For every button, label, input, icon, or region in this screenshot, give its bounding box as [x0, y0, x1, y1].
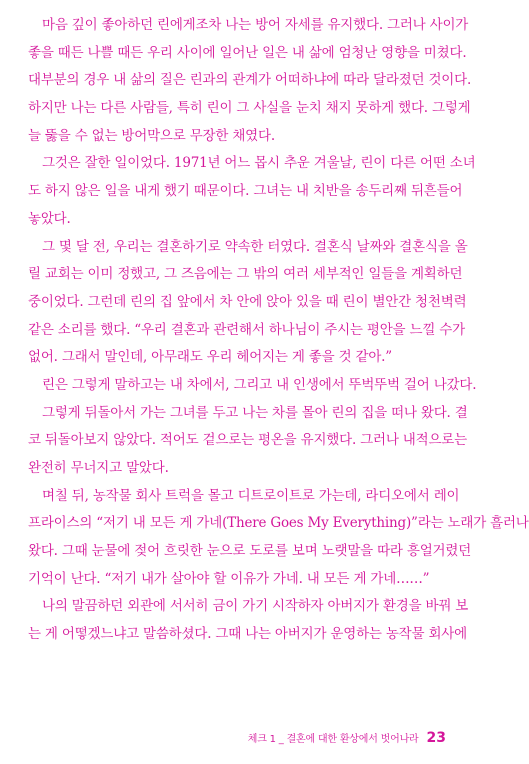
text-line: 없어. 그래서 말인데, 아무래도 우리 헤어지는 게 좋을 것 같아.”: [28, 349, 392, 366]
text-line: 나의 말끔하던 외관에 서서히 금이 가기 시작하자 아버지가 환경을 바꿔 보: [42, 598, 469, 615]
text-line: 기억이 난다. “저기 내가 살아야 할 이유가 가네. 내 모든 게 가네……”: [28, 570, 430, 587]
text-line: 도 하지 않은 일을 내게 했기 때문이다. 그녀는 내 치반을 송두리째 뒤흔들어: [28, 183, 463, 200]
text-line: 코 뒤돌아보지 않았다. 적어도 겉으로는 평온을 유지했다. 그러나 내적으로는: [28, 432, 467, 449]
text-line: 릴 교회는 이미 정했고, 그 즈음에는 그 밖의 여러 세부적인 일들을 계획하던: [28, 266, 463, 283]
text-line: 대부분의 경우 내 삶의 질은 린과의 관계가 어떠하냐에 따라 달라졌던 것이다.: [28, 72, 472, 89]
text-line: 그 몇 달 전, 우리는 결혼하기로 약속한 터였다. 결혼식 날짜와 결혼식을 올: [42, 238, 468, 255]
running-head: 체크 1 _ 결혼에 대한 환상에서 벗어나라: [247, 734, 419, 745]
text-line: 놓았다.: [28, 210, 71, 227]
text-line: 늘 뚫을 수 없는 방어막으로 무장한 채였다.: [28, 127, 275, 144]
page-number: 23: [426, 730, 446, 746]
text-line: 같은 소리를 했다. “우리 결혼과 관련해서 하나님이 주시는 평안을 느낄 수가: [28, 321, 465, 338]
text-line: 좋을 때든 나쁠 때든 우리 사이에 일어난 일은 내 삶에 엄청난 영향을 미쳤다.: [28, 44, 467, 61]
text-line: 중이었다. 그런데 린의 집 앞에서 차 안에 앉아 있을 때 린이 별안간 청천벽력: [28, 293, 467, 310]
body-text: [28, 12, 529, 649]
text-line: 마음 깊이 좋아하던 린에게조차 나는 방어 자세를 유지했다. 그러나 사이가: [42, 17, 469, 33]
text-line: 는 게 어떻겠느냐고 말씀하셨다. 그때 나는 아버지가 운영하는 농작물 회사에: [28, 626, 467, 643]
text-line: 프라이스의 “저기 내 모든 게 가네(There Goes My Everything)”라는 노래가 흘러나: [28, 515, 529, 532]
page-footer: [248, 730, 446, 746]
text-line: 하지만 나는 다른 사람들, 특히 린이 그 사실을 눈치 채지 못하게 했다. 그렇게: [28, 100, 471, 117]
text-line: 왔다. 그때 눈물에 젖어 흐릿한 눈으로 도로를 보며 노랫말을 따라 흥얼거렸던: [28, 543, 472, 560]
text-line: 그것은 잘한 일이었다. 1971년 어느 몹시 추운 겨울날, 린이 다른 어떤 소녀: [42, 155, 476, 172]
text-line: 그렇게 뒤돌아서 가는 그녀를 두고 나는 차를 몰아 린의 집을 떠나 왔다. 결: [42, 404, 468, 421]
text-line: 완전히 무너지고 말았다.: [28, 460, 169, 476]
text-line: 린은 그렇게 말하고는 내 차에서, 그리고 내 인생에서 뚜벅뚜벅 걸어 나갔다.: [42, 376, 477, 393]
text-line: 며칠 뒤, 농작물 회사 트럭을 몰고 디트로이트로 가는데, 라디오에서 레이: [42, 487, 460, 504]
